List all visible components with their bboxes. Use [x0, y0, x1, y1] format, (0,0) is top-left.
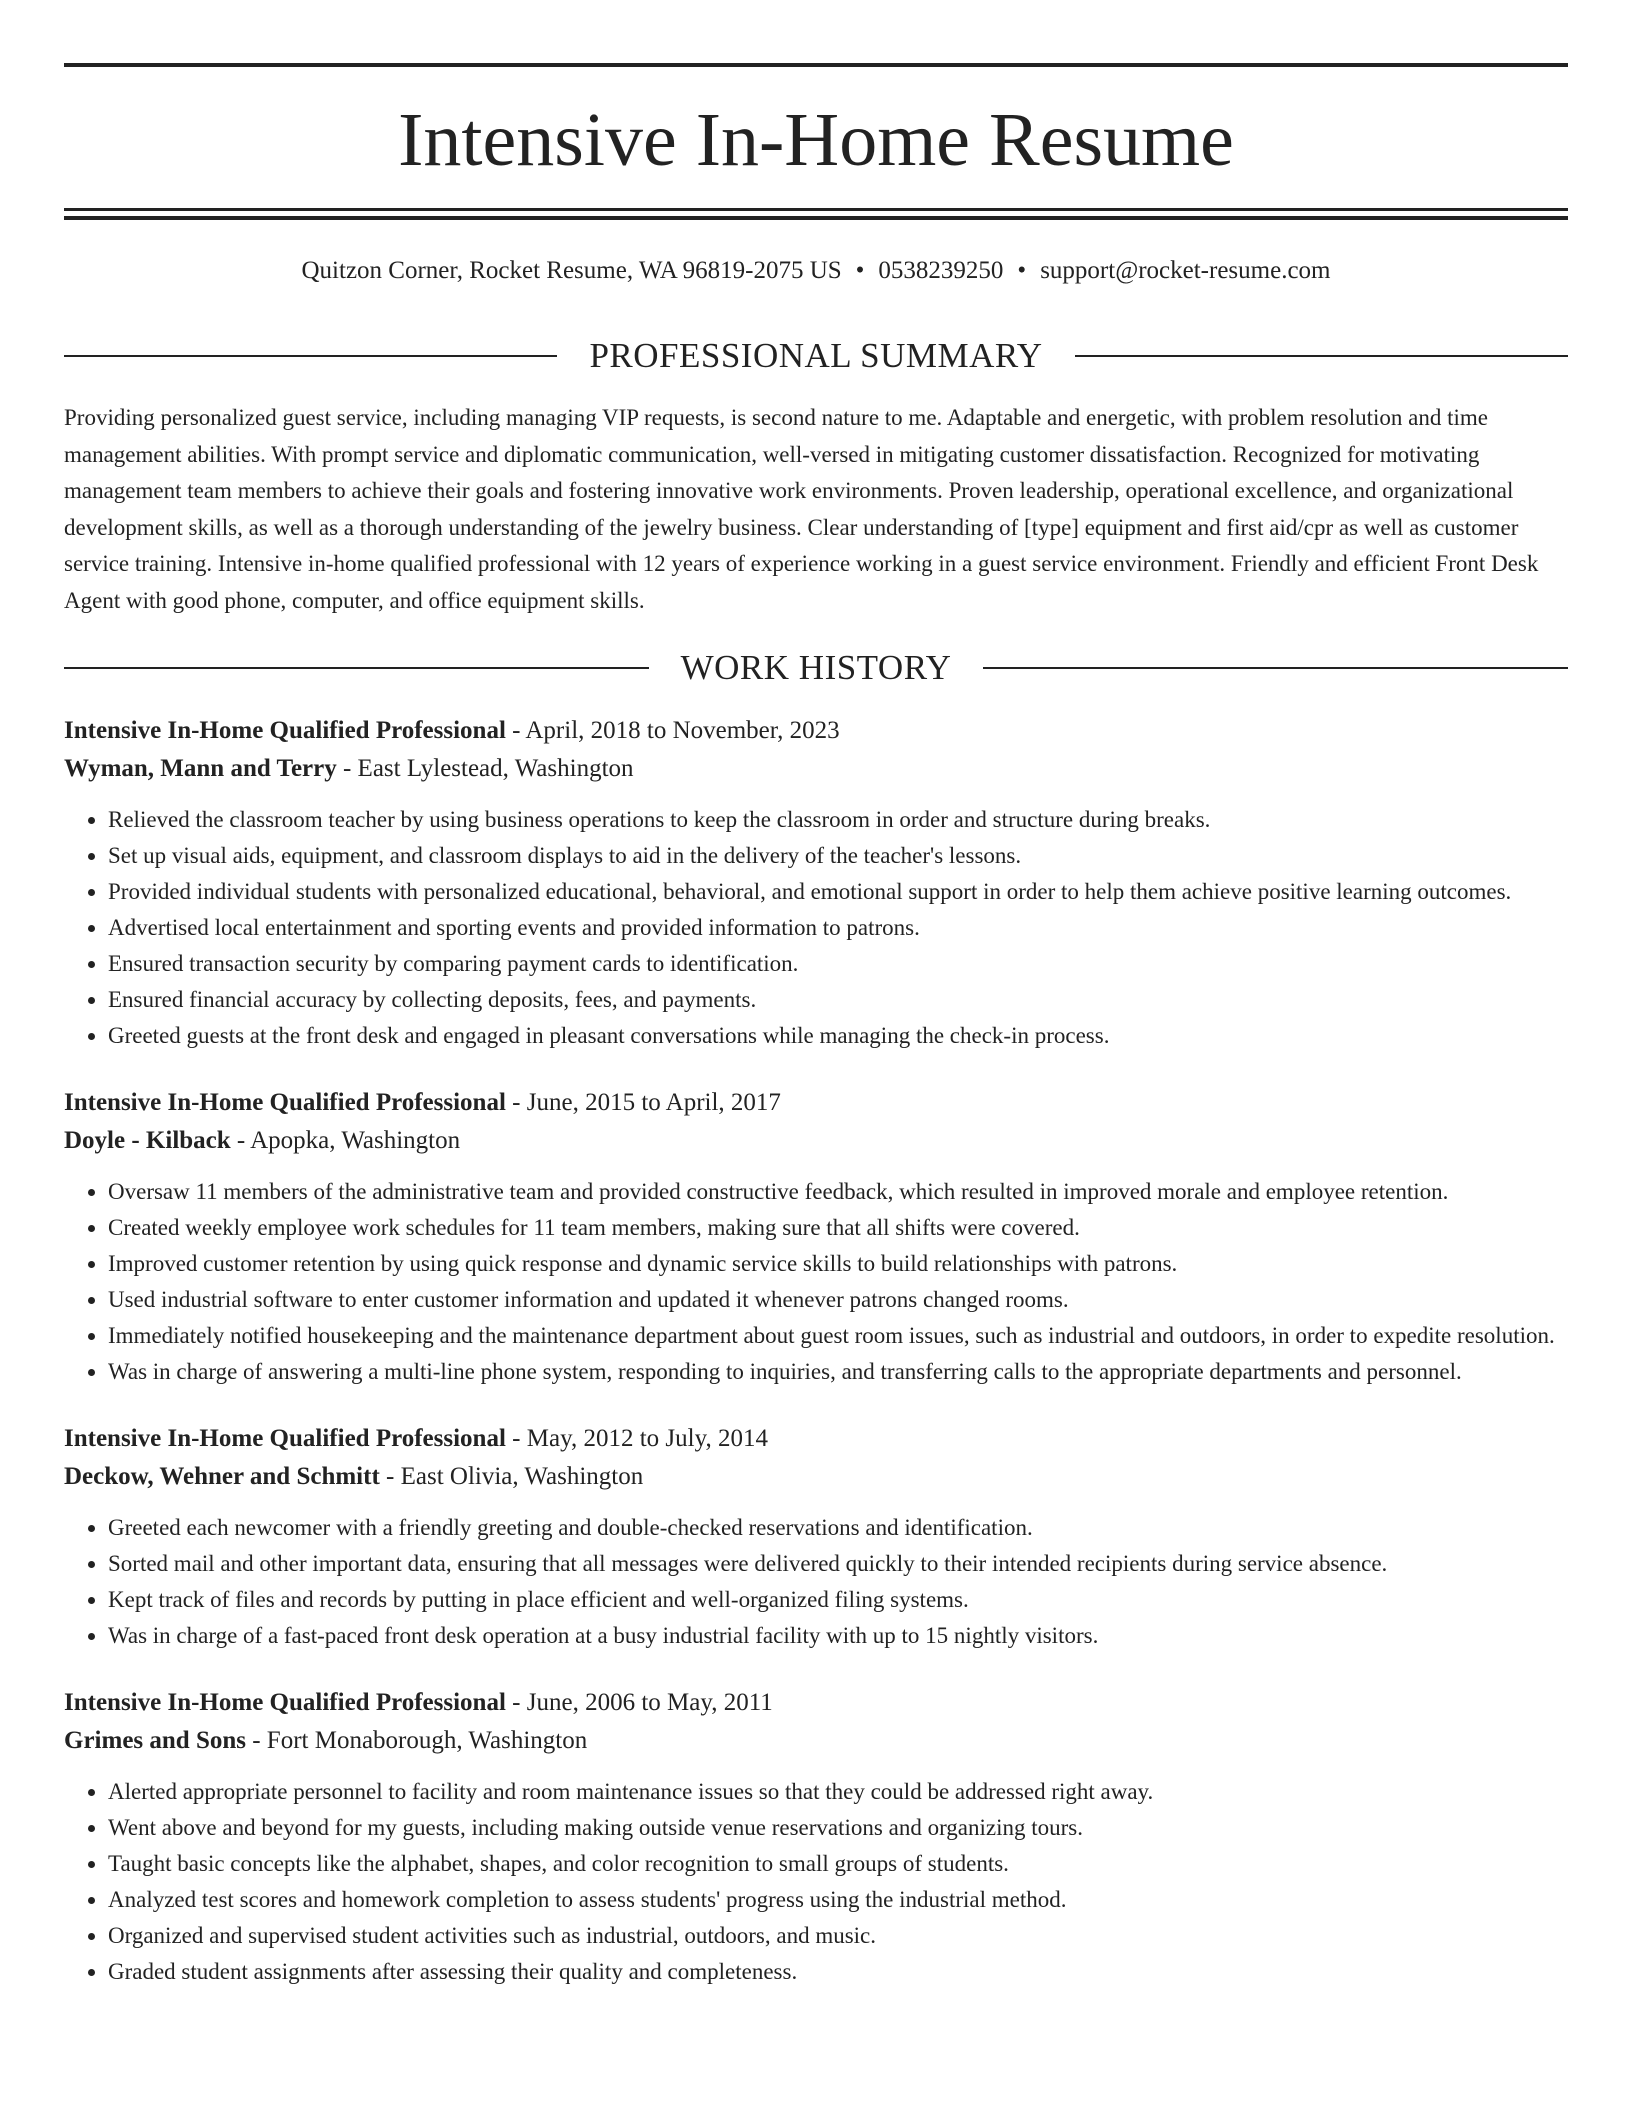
job-employer-line: [64, 1122, 1568, 1160]
job-duty-item: • Ensured transaction security by comparing payment cards to identification.: [108, 946, 1568, 982]
job-dates: - June, 2006 to May, 2011: [505, 1689, 773, 1716]
job-duty-item: • Went above and beyond for my guests, including making outside venue reservations and organizing tours.: [108, 1810, 1568, 1846]
job-duties-list: [64, 1510, 1568, 1654]
contact-address: Quitzon Corner, Rocket Resume, WA 96819-2075 US: [301, 257, 842, 284]
job-duty-item: • Analyzed test scores and homework completion to assess students' progress using the industrial method.: [108, 1882, 1568, 1918]
summary-text: Providing personalized guest service, including managing VIP requests, is second nature to me. Adaptable and energetic, with problem resolution and time management abilities. With prompt service and diplomatic communication, well-versed in mitigating customer dissatisfaction. Recognized for motivating management team members to achieve their goals and fostering innovative work environments. Proven leadership, operational excellence, and organizational development skills, as well as a thorough understanding of the jewelry business. Clear understanding of [type] equipment and first aid/cpr as well as customer service training. Intensive in-home qualified professional with 12 years of experience working in a guest service environment. Friendly and efficient Front Desk Agent with good phone, computer, and office equipment skills.: [64, 405, 1539, 613]
job-employer: Wyman, Mann and Terry: [64, 755, 337, 782]
title-rule-upper: [64, 208, 1568, 211]
job-duties-list: [64, 802, 1568, 1054]
job-duty-item: • Improved customer retention by using quick response and dynamic service skills to build relationships with patrons.: [108, 1246, 1568, 1282]
section-rule-left: [64, 667, 649, 669]
job-duty-item: • Sorted mail and other important data, ensuring that all messages were delivered quickly to their intended recipients during service absence.: [108, 1546, 1568, 1582]
job-employer: Grimes and Sons: [64, 1727, 246, 1754]
job-duty-item: • Provided individual students with personalized educational, behavioral, and emotional support in order to help them achieve positive learning outcomes.: [108, 874, 1568, 910]
job-employer-line: [64, 1458, 1568, 1496]
resume-title: Intensive In-Home Resume: [398, 98, 1234, 182]
job-duty-item: • Taught basic concepts like the alphabet, shapes, and color recognition to small groups of students.: [108, 1846, 1568, 1882]
job-duty-item: • Relieved the classroom teacher by using business operations to keep the classroom in order and structure during breaks.: [108, 802, 1568, 838]
job-employer: Deckow, Wehner and Schmitt: [64, 1463, 380, 1490]
job-employer: Doyle - Kilback: [64, 1127, 231, 1154]
job-entry: [64, 1684, 1568, 1990]
job-duty-item: • Created weekly employee work schedules for 11 team members, making sure that all shifts were covered.: [108, 1210, 1568, 1246]
job-duty-item: • Immediately notified housekeeping and the maintenance department about guest room issues, such as industrial and outdoors, in order to expedite resolution.: [108, 1318, 1568, 1354]
contact-separator: •: [1017, 257, 1027, 284]
job-duties-list: [64, 1174, 1568, 1390]
job-duties-list: [64, 1774, 1568, 1990]
work-history-list: [64, 712, 1568, 2020]
job-title: Intensive In-Home Qualified Professional: [64, 1089, 506, 1116]
job-duty-item: • Advertised local entertainment and sporting events and provided information to patrons.: [108, 910, 1568, 946]
job-duty-item: • Oversaw 11 members of the administrative team and provided constructive feedback, which resulted in improved morale and employee retention.: [108, 1174, 1568, 1210]
job-employer-line: [64, 1722, 1568, 1760]
work-history-heading: WORK HISTORY: [680, 648, 952, 687]
job-title-line: [64, 1084, 1568, 1122]
job-dates: - May, 2012 to July, 2014: [505, 1425, 768, 1452]
job-duty-item: • Greeted each newcomer with a friendly greeting and double-checked reservations and identification.: [108, 1510, 1568, 1546]
job-entry: [64, 1420, 1568, 1654]
summary-section-header: [64, 336, 1568, 376]
job-title-line: [64, 1420, 1568, 1458]
contact-line: [64, 255, 1568, 287]
job-location: - East Olivia, Washington: [379, 1463, 644, 1490]
job-title: Intensive In-Home Qualified Professional: [64, 717, 506, 744]
job-title-line: [64, 1684, 1568, 1722]
job-duty-item: • Alerted appropriate personnel to facility and room maintenance issues so that they could be addressed right away.: [108, 1774, 1568, 1810]
job-duty-item: • Used industrial software to enter customer information and updated it whenever patrons changed rooms.: [108, 1282, 1568, 1318]
title-rule-lower: [64, 216, 1568, 220]
job-location: - Fort Monaborough, Washington: [245, 1727, 588, 1754]
job-duty-item: • Was in charge of a fast-paced front desk operation at a busy industrial facility with up to 15 nightly visitors.: [108, 1618, 1568, 1654]
contact-email: support@rocket-resume.com: [1040, 257, 1331, 284]
job-entry: [64, 1084, 1568, 1390]
summary-heading: PROFESSIONAL SUMMARY: [589, 336, 1043, 375]
job-title-line: [64, 712, 1568, 750]
job-dates: - April, 2018 to November, 2023: [505, 717, 840, 744]
job-location: - Apopka, Washington: [230, 1127, 461, 1154]
job-duty-item: • Set up visual aids, equipment, and classroom displays to aid in the delivery of the teacher's lessons.: [108, 838, 1568, 874]
top-rule: [64, 63, 1568, 67]
job-duty-item: • Greeted guests at the front desk and engaged in pleasant conversations while managing the check-in process.: [108, 1018, 1568, 1054]
section-rule-right: [1075, 355, 1568, 357]
job-duty-item: • Was in charge of answering a multi-line phone system, responding to inquiries, and transferring calls to the appropriate departments and personnel.: [108, 1354, 1568, 1390]
contact-phone: 0538239250: [878, 257, 1004, 284]
job-duty-item: • Organized and supervised student activities such as industrial, outdoors, and music.: [108, 1918, 1568, 1954]
job-employer-line: [64, 750, 1568, 788]
job-duty-item: • Graded student assignments after assessing their quality and completeness.: [108, 1954, 1568, 1990]
section-rule-right: [983, 667, 1568, 669]
job-location: - East Lylestead, Washington: [336, 755, 634, 782]
job-title: Intensive In-Home Qualified Professional: [64, 1689, 506, 1716]
work-history-section-header: [64, 648, 1568, 688]
job-entry: [64, 712, 1568, 1054]
section-rule-left: [64, 355, 557, 357]
job-dates: - June, 2015 to April, 2017: [505, 1089, 781, 1116]
job-title: Intensive In-Home Qualified Professional: [64, 1425, 506, 1452]
job-duty-item: • Kept track of files and records by putting in place efficient and well-organized filing systems.: [108, 1582, 1568, 1618]
job-duty-item: • Ensured financial accuracy by collecting deposits, fees, and payments.: [108, 982, 1568, 1018]
contact-separator: •: [855, 257, 865, 284]
